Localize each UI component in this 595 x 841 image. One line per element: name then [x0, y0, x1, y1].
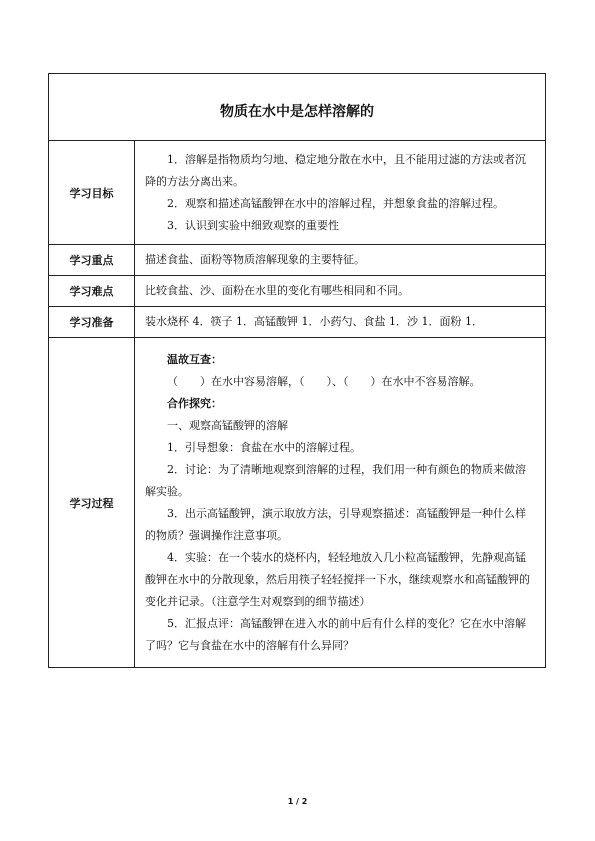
- review-heading: 温故互查：: [167, 352, 222, 366]
- page-number: 1 / 2: [287, 797, 308, 806]
- explore-heading: 合作探究：: [167, 396, 222, 410]
- lesson-plan-table: [48, 73, 546, 668]
- goals-label: 学习目标: [49, 141, 135, 245]
- goal-item: 1．溶解是指物质均匀地、稳定地分散在水中，且不能用过滤的方法或者沉降的方法分离出来。: [145, 152, 526, 188]
- preparation-row: [49, 307, 546, 338]
- title-row: [49, 74, 546, 141]
- goal-item: 2．观察和描述高锰酸钾在水中的溶解过程，并想象食盐的溶解过程。: [167, 196, 504, 210]
- review-text: （ ）在水中容易溶解，（ ）、（ ）在水中不容易溶解。: [167, 374, 481, 388]
- goals-content: [135, 141, 546, 245]
- difficulties-label: 学习难点: [49, 276, 135, 307]
- process-content: [135, 338, 546, 668]
- section-title: 一、观察高锰酸钾的溶解: [167, 418, 288, 432]
- page-title: 物质在水中是怎样溶解的: [49, 74, 546, 141]
- process-row: [49, 338, 546, 668]
- difficulties-row: [49, 276, 546, 307]
- process-step: 4．实验：在一个装水的烧杯内，轻轻地放入几小粒高锰酸钾，先静观高锰酸钾在水中的分散现象，然后用筷子轻轻搅拌一下水，继续观察水和高锰酸钾的变化并记录。（注意学生对观察到的细节描述）: [145, 550, 530, 608]
- process-step: 1．引导想象：食盐在水中的溶解过程。: [167, 440, 361, 454]
- process-step: 5．汇报点评：高锰酸钾在进入水的前中后有什么样的变化？它在水中溶解了吗？它与食盐在水中的溶解有什么异同？: [145, 616, 526, 652]
- key-points-text: 描述食盐、面粉等物质溶解现象的主要特征。: [135, 245, 546, 276]
- difficulties-text: 比较食盐、沙、面粉在水里的变化有哪些相同和不同。: [135, 276, 546, 307]
- process-label: 学习过程: [49, 338, 135, 668]
- preparation-text: 装水烧杯 4．筷子 1．高锰酸钾 1．小药勺、食盐 1．沙 1．面粉 1．: [135, 307, 546, 338]
- key-points-label: 学习重点: [49, 245, 135, 276]
- key-points-row: [49, 245, 546, 276]
- process-step: 2．讨论：为了清晰地观察到溶解的过程，我们用一种有颜色的物质来做溶解实验。: [145, 462, 526, 498]
- process-step: 3．出示高锰酸钾，演示取放方法，引导观察描述：高锰酸钾是一种什么样的物质？强调操作注意事项。: [145, 506, 526, 542]
- goal-item: 3．认识到实验中细致观察的重要性: [167, 218, 339, 232]
- goals-row: [49, 141, 546, 245]
- preparation-label: 学习准备: [49, 307, 135, 338]
